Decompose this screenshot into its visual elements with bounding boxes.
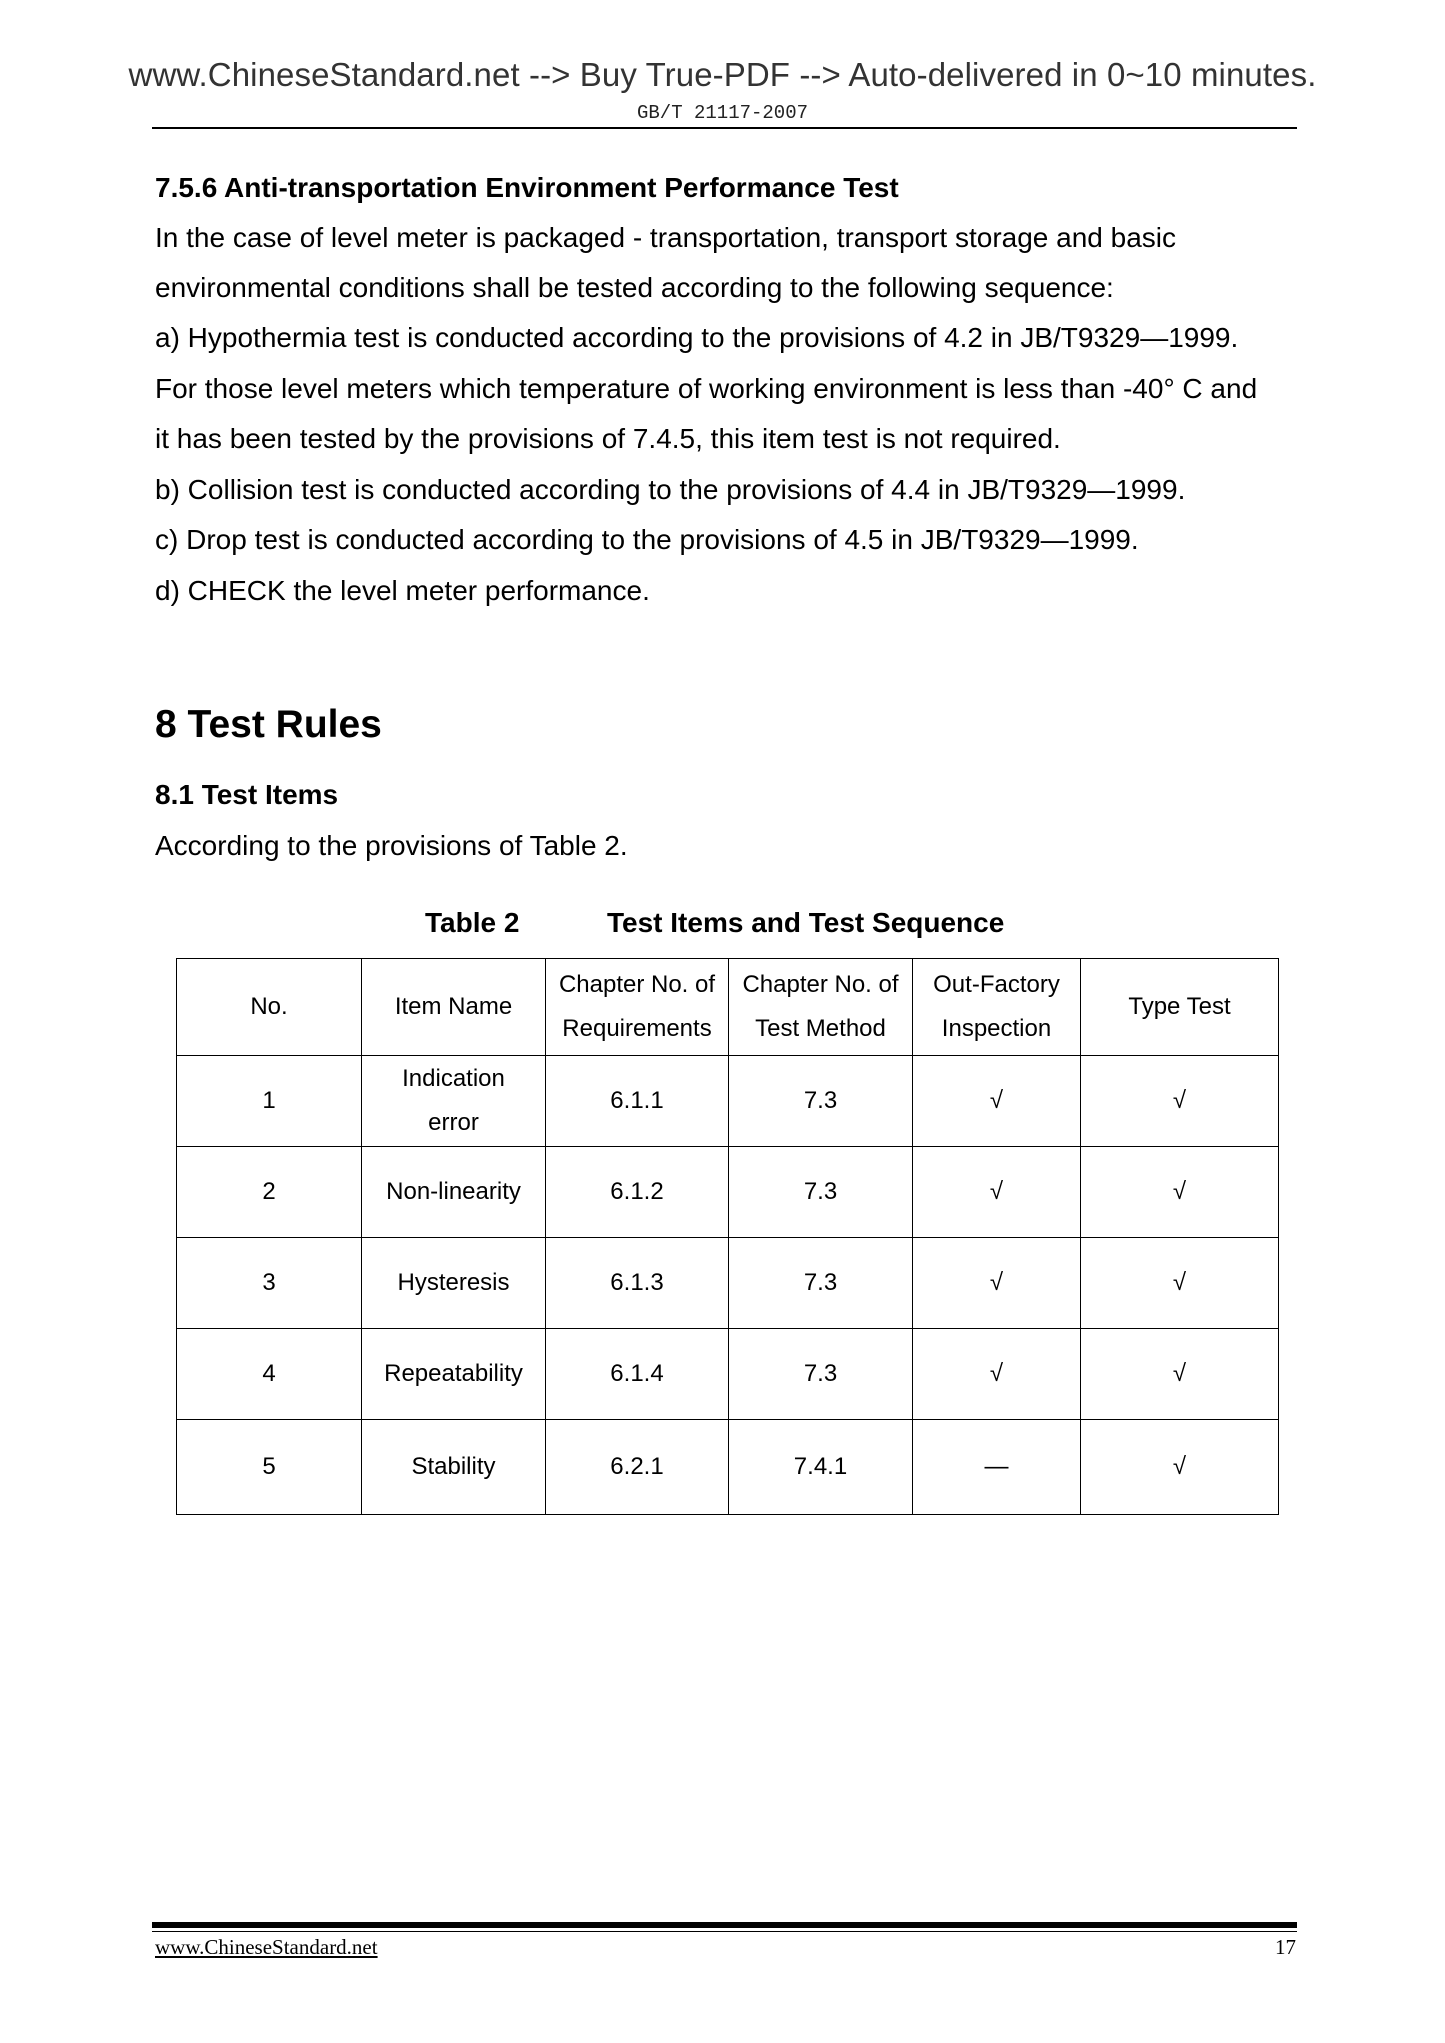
table-header-row [177,959,1279,1056]
cell-item-name: Stability [362,1420,546,1515]
cell-no: 3 [177,1238,362,1329]
cell-type-test: √ [1081,1329,1279,1420]
standard-code: GB/T 21117-2007 [636,102,809,124]
cell-requirements: 6.1.3 [546,1238,729,1329]
cell-test-method: 7.3 [729,1329,913,1420]
header-test-method [729,959,913,1056]
test-items-table [176,958,1279,1515]
cell-out-factory: √ [913,1056,1081,1147]
list-item-b: b) Collision test is conducted according to the provisions of 4.4 in JB/T9329—1999. [155,474,1186,505]
header-rule [152,127,1297,129]
header-out-factory [913,959,1081,1056]
list-item-d: d) CHECK the level meter performance. [155,575,650,606]
header-banner: www.ChineseStandard.net --> Buy True-PDF --> Auto-delivered in 0~10 minutes. [128,56,1317,93]
cell-item-name: Hysteresis [362,1238,546,1329]
cell-test-method: 7.3 [729,1147,913,1238]
cell-no: 5 [177,1420,362,1515]
cell-test-method: 7.3 [729,1056,913,1147]
table-row [177,1329,1279,1420]
footer-website-link[interactable]: www.ChineseStandard.net [155,1935,378,1959]
list-item-c: c) Drop test is conducted according to the provisions of 4.5 in JB/T9329—1999. [155,524,1139,555]
cell-item-name [362,1056,546,1147]
header-item-name: Item Name [362,959,546,1056]
header-requirements-line1: Chapter No. of [558,971,716,998]
cell-no: 2 [177,1147,362,1238]
header-out-factory-line1: Out-Factory [933,971,1060,998]
footer-rule-thin [152,1931,1297,1932]
paragraph-line: it has been tested by the provisions of 7.4.5, this item test is not required. [155,423,1061,454]
table-row [177,1056,1279,1147]
table-caption-title: Test Items and Test Sequence [607,907,1005,938]
cell-type-test: √ [1081,1147,1279,1238]
cell-out-factory: √ [913,1147,1081,1238]
cell-no: 1 [177,1056,362,1147]
header-test-method-line1: Chapter No. of [742,971,899,998]
cell-item-name: Repeatability [362,1329,546,1420]
cell-requirements: 6.2.1 [546,1420,729,1515]
cell-item-name-line2: error [428,1109,479,1136]
cell-type-test: √ [1081,1420,1279,1515]
paragraph-line: environmental conditions shall be tested according to the following sequence: [155,272,1114,303]
footer-rule-thick [152,1922,1297,1928]
cell-out-factory: √ [913,1238,1081,1329]
header-requirements [546,959,729,1056]
cell-requirements: 6.1.4 [546,1329,729,1420]
cell-test-method: 7.3 [729,1238,913,1329]
paragraph-line: For those level meters which temperature of working environment is less than -40° C and [155,373,1258,404]
section-heading-7-5-6: 7.5.6 Anti-transportation Environment Performance Test [155,172,899,203]
cell-no: 4 [177,1329,362,1420]
cell-item-name-line1: Indication [402,1065,505,1092]
paragraph-line: In the case of level meter is packaged - transportation, transport storage and basic [155,222,1177,253]
cell-requirements: 6.1.2 [546,1147,729,1238]
cell-test-method: 7.4.1 [729,1420,913,1515]
page-number: 17 [1275,1935,1296,1959]
table-row [177,1147,1279,1238]
table-row [177,1238,1279,1329]
header-no: No. [177,959,362,1056]
sub-heading-8-1: 8.1 Test Items [155,779,339,810]
table-row [177,1420,1279,1515]
header-type-test: Type Test [1081,959,1279,1056]
chapter-heading-8: 8 Test Rules [155,703,382,746]
header-out-factory-line2: Inspection [941,1015,1052,1042]
header-test-method-line2: Test Method [755,1015,886,1042]
list-item-a: a) Hypothermia test is conducted according to the provisions of 4.2 in JB/T9329—1999. [155,322,1239,353]
cell-out-factory: — [913,1420,1081,1515]
cell-item-name: Non-linearity [362,1147,546,1238]
cell-requirements: 6.1.1 [546,1056,729,1147]
cell-type-test: √ [1081,1238,1279,1329]
cell-out-factory: √ [913,1329,1081,1420]
cell-type-test: √ [1081,1056,1279,1147]
table-intro-text: According to the provisions of Table 2. [155,830,628,861]
header-requirements-line2: Requirements [562,1015,712,1042]
table-caption-number: Table 2 [425,907,520,938]
